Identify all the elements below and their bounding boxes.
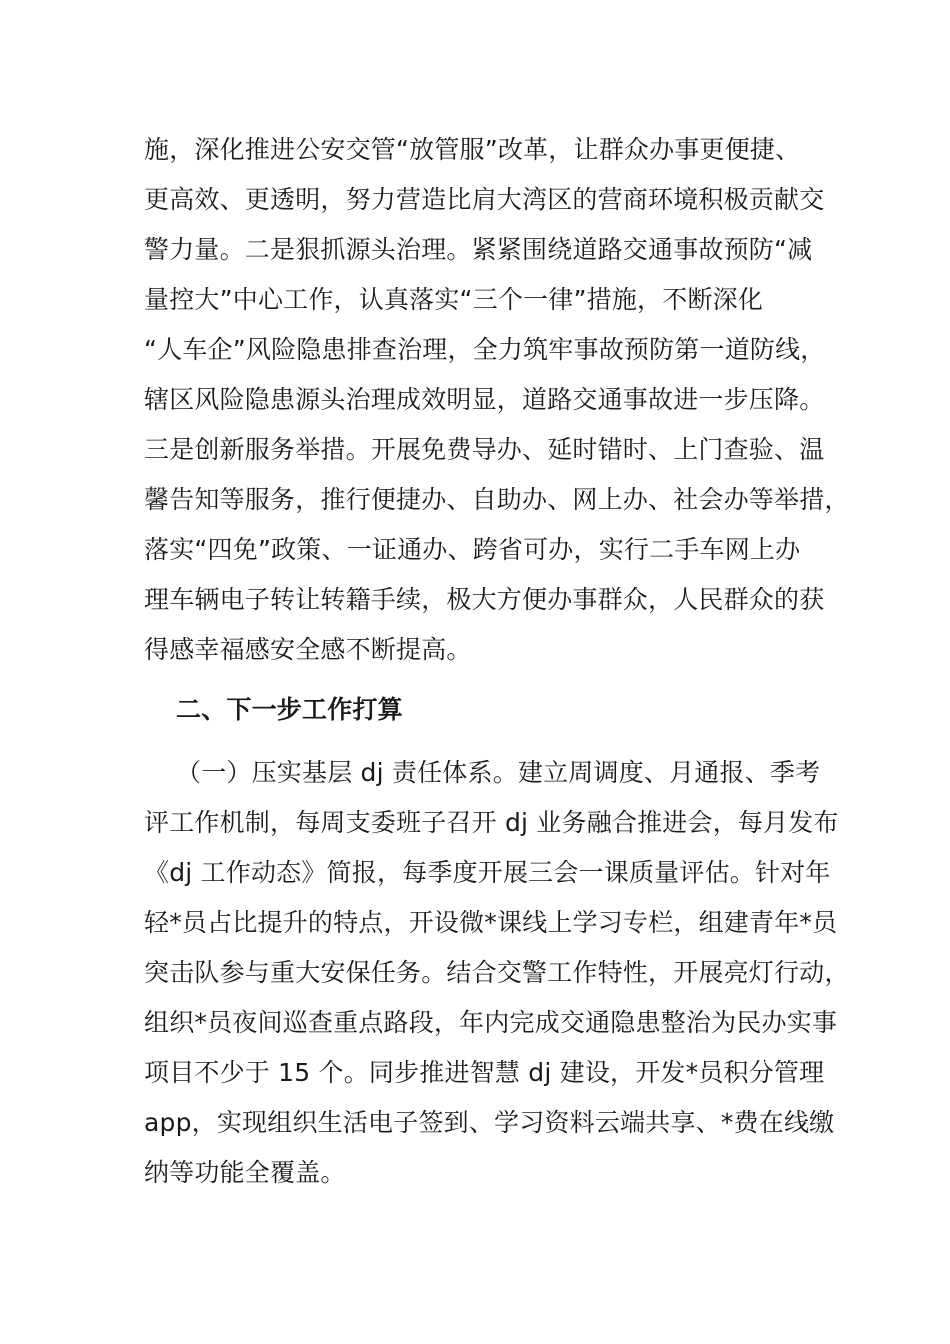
paragraph-1-line-8: 馨告知等服务，推行便捷办、自助办、网上办、社会办等举措， bbox=[144, 485, 850, 514]
paragraph-1-line-5: “人车企”风险隐患排查治理，全力筑牢事故预防第一道防线， bbox=[144, 335, 826, 364]
paragraph-1-line-4: 量控大”中心工作，认真落实“三个一律”措施，不断深化 bbox=[144, 285, 764, 314]
paragraph-1-line-3: 警力量。二是狠抓源头治理。紧紧围绕道路交通事故预防“减 bbox=[144, 235, 813, 264]
paragraph-1-line-9: 落实“四免”政策、一证通办、跨省可办，实行二手车网上办 bbox=[144, 535, 801, 564]
paragraph-1-line-11: 得感幸福感安全感不断提高。 bbox=[144, 635, 472, 664]
paragraph-2-line-9: 纳等功能全覆盖。 bbox=[144, 1158, 346, 1187]
paragraph-1-line-7: 三是创新服务举措。开展免费导办、延时错时、上门查验、温 bbox=[144, 435, 825, 464]
paragraph-1-line-10: 理车辆电子转让转籍手续，极大方便办事群众，人民群众的获 bbox=[144, 585, 825, 614]
paragraph-2-line-1: （一）压实基层 dj 责任体系。建立周调度、月通报、季考 bbox=[176, 758, 821, 787]
paragraph-2-line-5: 突击队参与重大安保任务。结合交警工作特性，开展亮灯行动， bbox=[144, 958, 850, 987]
section-heading: 二、下一步工作打算 bbox=[176, 695, 403, 724]
paragraph-2-line-7: 项目不少于 15 个。同步推进智慧 dj 建设，开发*员积分管理 bbox=[144, 1058, 825, 1087]
paragraph-2-line-4: 轻*员占比提升的特点，开设微*课线上学习专栏，组建青年*员 bbox=[144, 908, 838, 937]
paragraph-1-line-2: 更高效、更透明，努力营造比肩大湾区的营商环境积极贡献交 bbox=[144, 185, 825, 214]
paragraph-2-line-8: app，实现组织生活电子签到、学习资料云端共享、*费在线缴 bbox=[144, 1108, 835, 1137]
paragraph-2-line-6: 组织*员夜间巡查重点路段，年内完成交通隐患整治为民办实事 bbox=[144, 1008, 838, 1037]
paragraph-1-line-6: 辖区风险隐患源头治理成效明显，道路交通事故进一步压降。 bbox=[144, 385, 825, 414]
paragraph-1-line-1: 施，深化推进公安交管“放管服”改革，让群众办事更便捷、 bbox=[144, 135, 801, 164]
paragraph-2-line-3: 《dj 工作动态》简报，每季度开展三会一课质量评估。针对年 bbox=[144, 858, 831, 887]
paragraph-2-line-2: 评工作机制，每周支委班子召开 dj 业务融合推进会，每月发布 bbox=[144, 808, 839, 837]
